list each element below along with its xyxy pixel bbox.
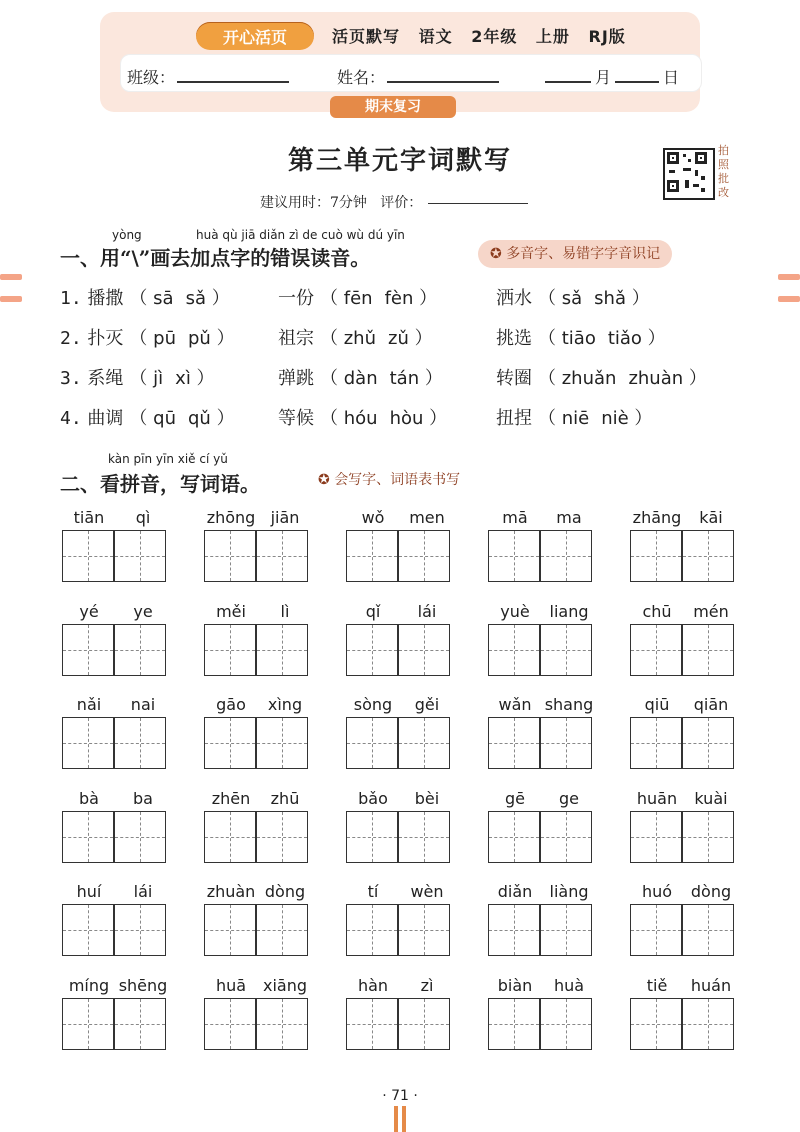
q1-item — [60, 404, 235, 430]
q1-reading-option-2[interactable]: zhuàn — [628, 368, 684, 389]
qr-label: 拍照批改 — [718, 144, 729, 199]
q1-reading-option-1[interactable]: sǎ — [561, 288, 583, 309]
logo-text: 开心活页 — [222, 27, 287, 47]
syllable-1: biàn — [497, 975, 533, 995]
syllable-2: shang — [544, 695, 594, 714]
q1-note — [478, 240, 672, 268]
q1-close-paren: ） — [408, 328, 433, 349]
q1-open-paren: （ — [320, 368, 344, 389]
writing-box-1[interactable] — [62, 998, 114, 1050]
q1-item-number: 1. — [60, 288, 82, 309]
q1-open-paren: （ — [538, 368, 562, 389]
edition: RJ版 — [588, 27, 626, 46]
q1-item-word: 一份 — [278, 288, 314, 309]
syllable-1: wǒ — [361, 508, 385, 527]
q1-item — [496, 364, 707, 390]
word-pinyin — [488, 602, 596, 622]
evaluation-field[interactable] — [428, 203, 528, 204]
q1-reading-option-2[interactable]: zǔ — [388, 328, 409, 349]
syllable-2: lái — [133, 882, 153, 901]
q1-item-number: 2. — [60, 328, 82, 349]
writing-box-2[interactable] — [398, 998, 450, 1050]
writing-box-2[interactable] — [682, 904, 734, 956]
word-pinyin — [204, 976, 312, 996]
writing-box-1[interactable] — [204, 530, 256, 582]
writing-box-1[interactable] — [630, 624, 682, 676]
q1-open-paren: （ — [538, 328, 562, 349]
syllable-1: huí — [76, 882, 102, 901]
side-mark-left-bottom — [0, 296, 22, 302]
month-field[interactable] — [545, 81, 591, 83]
writing-box-1[interactable] — [62, 717, 114, 769]
writing-box-1[interactable] — [346, 811, 398, 863]
q1-reading-option-2[interactable]: fèn — [384, 288, 414, 309]
writing-box-2[interactable] — [682, 717, 734, 769]
syllable-2: men — [409, 508, 445, 527]
writing-box-1[interactable] — [630, 530, 682, 582]
q1-item-word: 祖宗 — [278, 328, 314, 349]
q1-item-word: 转圈 — [496, 368, 532, 389]
syllable-2: bèi — [414, 788, 440, 808]
writing-box-2[interactable] — [398, 717, 450, 769]
q1-open-paren: （ — [129, 408, 154, 429]
word-pinyin — [630, 976, 738, 996]
syllable-2: kuài — [694, 788, 728, 808]
q1-item-word: 曲调 — [87, 408, 124, 429]
syllable-2: xiāng — [262, 975, 307, 995]
syllable-2: shēng — [118, 975, 168, 995]
word-pinyin — [346, 602, 454, 622]
syllable-1: měi — [216, 601, 246, 621]
writing-box-1[interactable] — [488, 717, 540, 769]
syllable-1: míng — [68, 975, 110, 995]
side-mark-right-bottom — [778, 296, 800, 302]
writing-box-1[interactable] — [488, 811, 540, 863]
syllable-2: huà — [553, 975, 585, 995]
syllable-1: tiě — [646, 975, 668, 995]
syllable-2: ba — [133, 788, 153, 808]
word-pinyin — [346, 508, 454, 528]
syllable-1: yuè — [500, 601, 530, 621]
syllable-1: nǎi — [76, 695, 102, 714]
syllable-2: liang — [549, 601, 589, 621]
syllable-1: gē — [505, 788, 525, 808]
syllable-2: ma — [556, 508, 582, 527]
q1-reading-option-1[interactable]: hóu — [343, 408, 378, 429]
syllable-1: huā — [215, 975, 247, 995]
q1-reading-option-1[interactable]: pū — [153, 328, 176, 349]
syllable-2: dòng — [690, 882, 732, 901]
q1-reading-option-2[interactable]: xì — [175, 368, 191, 389]
q1-close-paren: ） — [683, 368, 707, 389]
syllable-1: wǎn — [498, 695, 532, 714]
q1-reading-option-1[interactable]: zhǔ — [343, 328, 376, 349]
class-field[interactable] — [177, 81, 289, 83]
writing-box-1[interactable] — [630, 717, 682, 769]
syllable-2: huán — [690, 975, 732, 995]
syllable-1: zhāng — [632, 508, 682, 527]
q1-item-number: 3. — [60, 368, 82, 389]
q1-item — [496, 324, 666, 350]
word-pinyin — [346, 695, 454, 715]
syllable-2: lái — [417, 601, 437, 621]
q1-reading-option-2[interactable]: pǔ — [188, 328, 211, 349]
q1-reading-option-2[interactable]: tán — [389, 368, 420, 389]
word-pinyin — [630, 789, 738, 809]
writing-box-2[interactable] — [540, 998, 592, 1050]
q1-close-paren: ） — [641, 328, 666, 349]
q1-close-paren: ） — [210, 408, 235, 429]
syllable-2: mén — [693, 601, 729, 621]
q1-title: 一、用“\”画去加点字的错误读音。 — [60, 246, 371, 270]
writing-box-2[interactable] — [540, 624, 592, 676]
syllable-2: dòng — [264, 882, 306, 901]
writing-box-1[interactable] — [630, 811, 682, 863]
writing-box-1[interactable] — [62, 811, 114, 863]
brand-logo — [196, 22, 314, 50]
q1-reading-option-2[interactable]: niè — [601, 408, 629, 429]
writing-box-1[interactable] — [488, 530, 540, 582]
q1-open-paren: （ — [538, 288, 562, 309]
q1-close-paren: ） — [413, 288, 438, 309]
syllable-2: nai — [130, 695, 156, 714]
syllable-1: huān — [636, 788, 678, 808]
q1-item-number: 4. — [60, 408, 82, 429]
page-number: · 71 · — [382, 1088, 418, 1104]
writing-box-2[interactable] — [114, 998, 166, 1050]
q1-open-paren: （ — [129, 368, 154, 389]
word-pinyin — [62, 789, 170, 809]
day-label: 日 — [663, 68, 680, 87]
q1-reading-option-1[interactable]: zhuǎn — [561, 368, 617, 389]
q1-reading-option-1[interactable]: tiāo — [561, 328, 596, 349]
q1-reading-option-2[interactable]: shǎ — [594, 288, 626, 309]
syllable-2: liàng — [549, 882, 589, 901]
writing-box-2[interactable] — [398, 624, 450, 676]
q1-item-word: 等候 — [278, 408, 314, 429]
q2-pinyin-title: kàn pīn yīn xiě cí yǔ — [108, 452, 228, 466]
q1-item — [278, 324, 433, 350]
q1-open-paren: （ — [320, 288, 344, 309]
word-pinyin — [204, 695, 312, 715]
word-pinyin — [488, 695, 596, 715]
writing-box-1[interactable] — [204, 998, 256, 1050]
word-pinyin — [346, 882, 454, 902]
q1-pinyin-yong: yòng — [112, 228, 142, 242]
qr-code-icon[interactable] — [663, 148, 715, 200]
q1-open-paren: （ — [129, 328, 154, 349]
word-pinyin — [62, 602, 170, 622]
writing-box-2[interactable] — [398, 530, 450, 582]
writing-box-2[interactable] — [256, 624, 308, 676]
syllable-1: tiān — [73, 508, 105, 527]
subject: 语文 — [418, 27, 453, 46]
writing-box-1[interactable] — [204, 624, 256, 676]
word-pinyin — [630, 695, 738, 715]
q1-item — [496, 284, 650, 310]
q1-close-paren: ） — [419, 368, 443, 389]
writing-box-2[interactable] — [540, 717, 592, 769]
word-pinyin — [204, 508, 312, 528]
syllable-1: hàn — [357, 975, 389, 995]
q1-reading-option-2[interactable]: hòu — [389, 408, 424, 429]
product-name: 活页默写 — [332, 27, 401, 46]
writing-box-2[interactable] — [256, 904, 308, 956]
q1-reading-option-1[interactable]: dàn — [343, 368, 378, 389]
q1-open-paren: （ — [538, 408, 562, 429]
suggest-time: 建议用时：7分钟 — [260, 195, 367, 211]
writing-box-2[interactable] — [398, 811, 450, 863]
writing-box-2[interactable] — [114, 904, 166, 956]
writing-box-1[interactable] — [204, 904, 256, 956]
side-mark-right-top — [778, 274, 800, 280]
q1-reading-option-1[interactable]: fēn — [343, 288, 373, 309]
syllable-2: ge — [559, 788, 579, 808]
q1-item-word: 弹跳 — [278, 368, 314, 389]
q1-open-paren: （ — [129, 288, 154, 309]
syllable-1: chū — [642, 601, 672, 621]
syllable-2: wèn — [410, 882, 444, 901]
word-pinyin — [62, 882, 170, 902]
q1-item — [278, 284, 437, 310]
q1-open-paren: （ — [320, 408, 344, 429]
name-field[interactable] — [387, 81, 499, 83]
writing-box-2[interactable] — [540, 811, 592, 863]
star-icon: ✪ — [318, 472, 335, 488]
grade: 2年级 — [471, 27, 518, 46]
q1-close-paren: ） — [210, 328, 235, 349]
q2-note-text: 会写字、词语表书写 — [334, 472, 461, 488]
q1-pinyin-phrase: huà qù jiā diǎn zì de cuò wù dú yīn — [196, 228, 405, 242]
writing-box-1[interactable] — [62, 530, 114, 582]
q1-reading-option-1[interactable]: qū — [153, 408, 176, 429]
word-pinyin — [630, 508, 738, 528]
q1-item-word: 扭捏 — [496, 408, 532, 429]
q1-reading-option-1[interactable]: niē — [561, 408, 590, 429]
q2-title: 二、看拼音，写词语。 — [60, 472, 260, 496]
q1-reading-option-2[interactable]: sǎ — [185, 288, 206, 309]
q1-reading-option-1[interactable]: sā — [153, 288, 174, 309]
writing-box-2[interactable] — [256, 998, 308, 1050]
q1-item — [496, 404, 652, 430]
evaluation-label: 评价： — [380, 195, 423, 211]
word-pinyin — [488, 882, 596, 902]
writing-box-2[interactable] — [256, 717, 308, 769]
syllable-2: lì — [280, 601, 290, 621]
q1-item-word: 扑灭 — [87, 328, 124, 349]
writing-box-1[interactable] — [346, 624, 398, 676]
final-review-tag: 期末复习 — [330, 96, 456, 118]
writing-box-2[interactable] — [114, 530, 166, 582]
q2-note — [314, 466, 464, 494]
writing-box-1[interactable] — [204, 717, 256, 769]
month-label: 月 — [595, 68, 612, 87]
q1-reading-option-2[interactable]: qǔ — [188, 408, 211, 429]
syllable-2: qiān — [693, 695, 729, 714]
word-pinyin — [346, 976, 454, 996]
word-pinyin — [488, 789, 596, 809]
term: 上册 — [535, 27, 570, 46]
word-pinyin — [62, 508, 170, 528]
writing-box-2[interactable] — [540, 904, 592, 956]
syllable-2: kāi — [699, 508, 723, 527]
writing-box-2[interactable] — [682, 998, 734, 1050]
syllable-1: zhēn — [211, 788, 251, 808]
writing-box-2[interactable] — [540, 530, 592, 582]
syllable-1: bǎo — [358, 788, 388, 808]
star-icon: ✪ — [490, 246, 507, 262]
syllable-2: ye — [133, 601, 153, 621]
syllable-2: zì — [420, 975, 434, 995]
writing-box-1[interactable] — [346, 530, 398, 582]
word-pinyin — [204, 882, 312, 902]
writing-box-1[interactable] — [346, 717, 398, 769]
q1-note-text: 多音字、易错字字音识记 — [506, 246, 661, 262]
name-label: 姓名： — [337, 68, 386, 87]
writing-box-2[interactable] — [114, 624, 166, 676]
bottom-binding-bars — [394, 1106, 406, 1132]
writing-box-1[interactable] — [630, 904, 682, 956]
syllable-1: huó — [641, 882, 673, 901]
writing-box-1[interactable] — [62, 624, 114, 676]
day-field[interactable] — [615, 81, 659, 83]
q1-reading-option-2[interactable]: tiǎo — [607, 328, 642, 349]
writing-box-2[interactable] — [256, 530, 308, 582]
writing-box-2[interactable] — [256, 811, 308, 863]
syllable-1: zhuàn — [206, 882, 256, 901]
writing-box-1[interactable] — [488, 904, 540, 956]
syllable-1: tí — [367, 882, 379, 901]
q1-item — [278, 364, 443, 390]
writing-box-1[interactable] — [346, 904, 398, 956]
writing-box-2[interactable] — [398, 904, 450, 956]
word-pinyin — [204, 602, 312, 622]
class-label: 班级： — [127, 68, 176, 87]
q1-close-paren: ） — [190, 368, 215, 389]
writing-box-1[interactable] — [488, 624, 540, 676]
writing-box-2[interactable] — [682, 530, 734, 582]
q1-close-paren: ） — [206, 288, 230, 309]
word-pinyin — [204, 789, 312, 809]
q1-item — [60, 364, 215, 390]
word-pinyin — [488, 508, 596, 528]
q1-close-paren: ） — [423, 408, 448, 429]
word-pinyin — [62, 695, 170, 715]
syllable-2: xìng — [267, 695, 303, 714]
q1-item-word: 播撒 — [87, 288, 124, 309]
q1-reading-option-1[interactable]: jì — [153, 368, 164, 389]
syllable-1: qiū — [644, 695, 670, 714]
page-title: 第三单元字词默写 — [287, 146, 512, 176]
syllable-1: yé — [79, 601, 99, 621]
syllable-1: diǎn — [497, 882, 533, 901]
writing-box-1[interactable] — [630, 998, 682, 1050]
q1-item — [278, 404, 447, 430]
writing-box-1[interactable] — [488, 998, 540, 1050]
syllable-1: zhōng — [206, 508, 256, 527]
writing-box-2[interactable] — [114, 717, 166, 769]
word-pinyin — [346, 789, 454, 809]
q1-item — [60, 324, 235, 350]
syllable-2: qì — [135, 508, 151, 527]
syllable-1: sòng — [353, 695, 393, 714]
word-pinyin — [62, 976, 170, 996]
syllable-2: jiān — [270, 508, 300, 527]
syllable-2: gěi — [414, 695, 440, 714]
side-mark-left-top — [0, 274, 22, 280]
q1-item-word: 洒水 — [496, 288, 532, 309]
q1-item — [60, 284, 230, 310]
header-meta — [332, 24, 638, 47]
q1-open-paren: （ — [320, 328, 344, 349]
word-pinyin — [630, 602, 738, 622]
writing-box-1[interactable] — [346, 998, 398, 1050]
word-pinyin — [630, 882, 738, 902]
writing-box-2[interactable] — [682, 624, 734, 676]
writing-box-1[interactable] — [204, 811, 256, 863]
q1-close-paren: ） — [625, 288, 650, 309]
student-info-row — [120, 54, 702, 92]
writing-box-2[interactable] — [114, 811, 166, 863]
q1-item-word: 挑选 — [496, 328, 532, 349]
syllable-1: bà — [79, 788, 99, 808]
q1-close-paren: ） — [628, 408, 653, 429]
writing-box-2[interactable] — [682, 811, 734, 863]
syllable-2: zhū — [270, 788, 300, 808]
syllable-1: gāo — [216, 695, 246, 714]
writing-box-1[interactable] — [62, 904, 114, 956]
q1-item-word: 系绳 — [87, 368, 124, 389]
time-and-evaluation — [260, 192, 528, 212]
word-pinyin — [488, 976, 596, 996]
syllable-1: mā — [502, 508, 528, 527]
syllable-1: qǐ — [365, 601, 381, 621]
